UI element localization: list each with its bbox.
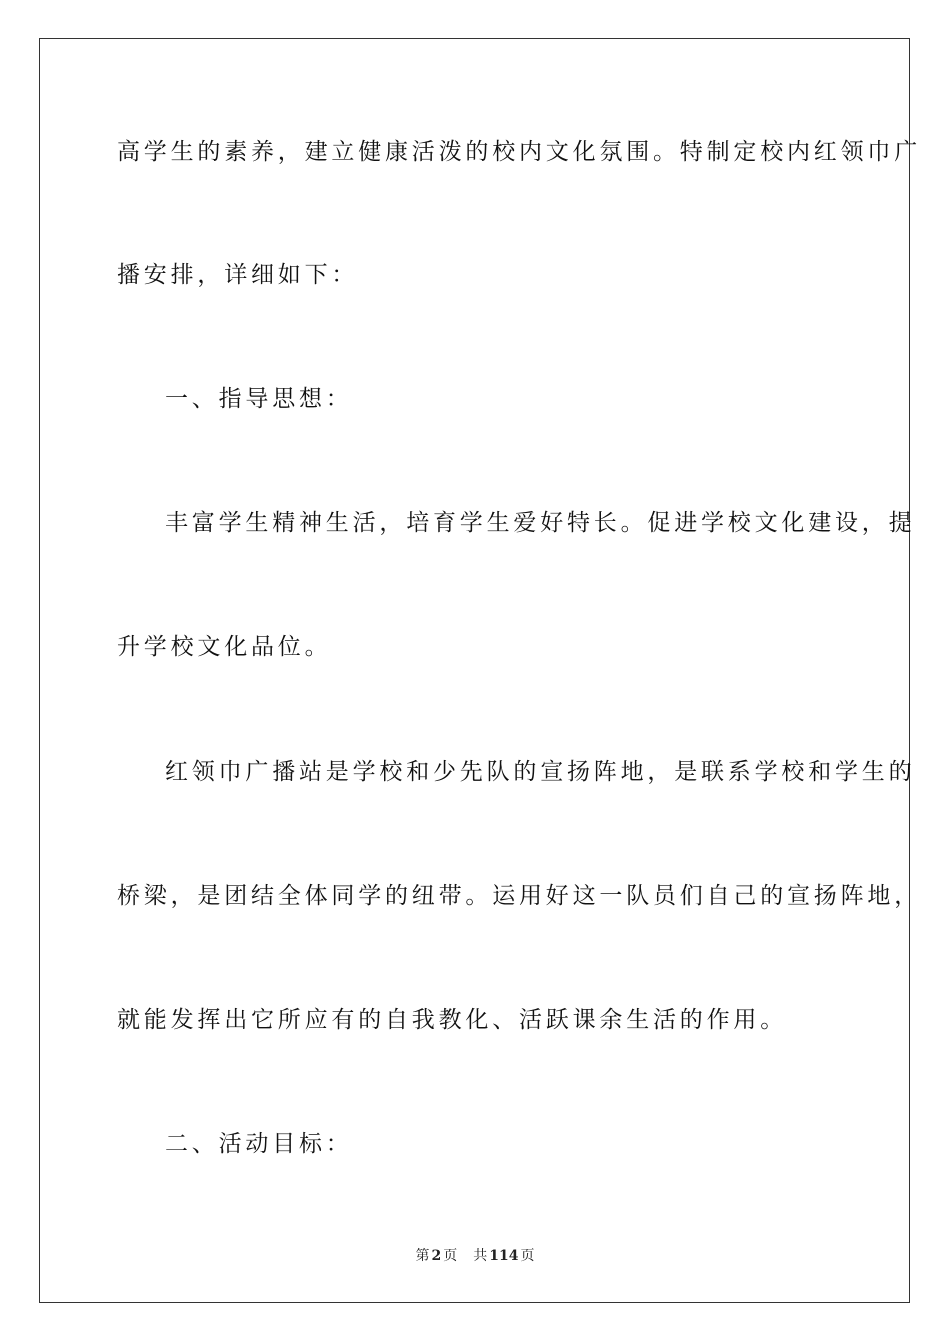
total-pages: 114 (489, 1248, 519, 1264)
paragraph-line-7: 就能发挥出它所应有的自我教化、活跃课余生活的作用。 (117, 1007, 787, 1033)
page-border (39, 38, 921, 1303)
section-heading-2: 二、活动目标： (165, 1131, 353, 1157)
page-footer (0, 1245, 950, 1265)
page-number: 2 (431, 1248, 442, 1264)
paragraph-line-6: 桥梁，是团结全体同学的纽带。运用好这一队员们自己的宣扬阵地， (117, 883, 921, 909)
paragraph-line-1: 高学生的素养，建立健康活泼的校内文化氛围。特制定校内红领巾广 (117, 139, 921, 165)
paragraph-line-3: 丰富学生精神生活，培育学生爱好特长。促进学校文化建设，提 (165, 510, 916, 536)
page-suffix: 页 (443, 1248, 458, 1264)
page-prefix: 第 (415, 1248, 430, 1264)
total-prefix: 共 (473, 1248, 488, 1264)
paragraph-line-5: 红领巾广播站是学校和少先队的宣扬阵地，是联系学校和学生的 (165, 759, 916, 785)
section-heading-1: 一、指导思想： (165, 386, 353, 412)
paragraph-line-2: 播安排，详细如下： (117, 262, 359, 288)
paragraph-line-4: 升学校文化品位。 (117, 634, 332, 660)
total-suffix: 页 (520, 1248, 535, 1264)
